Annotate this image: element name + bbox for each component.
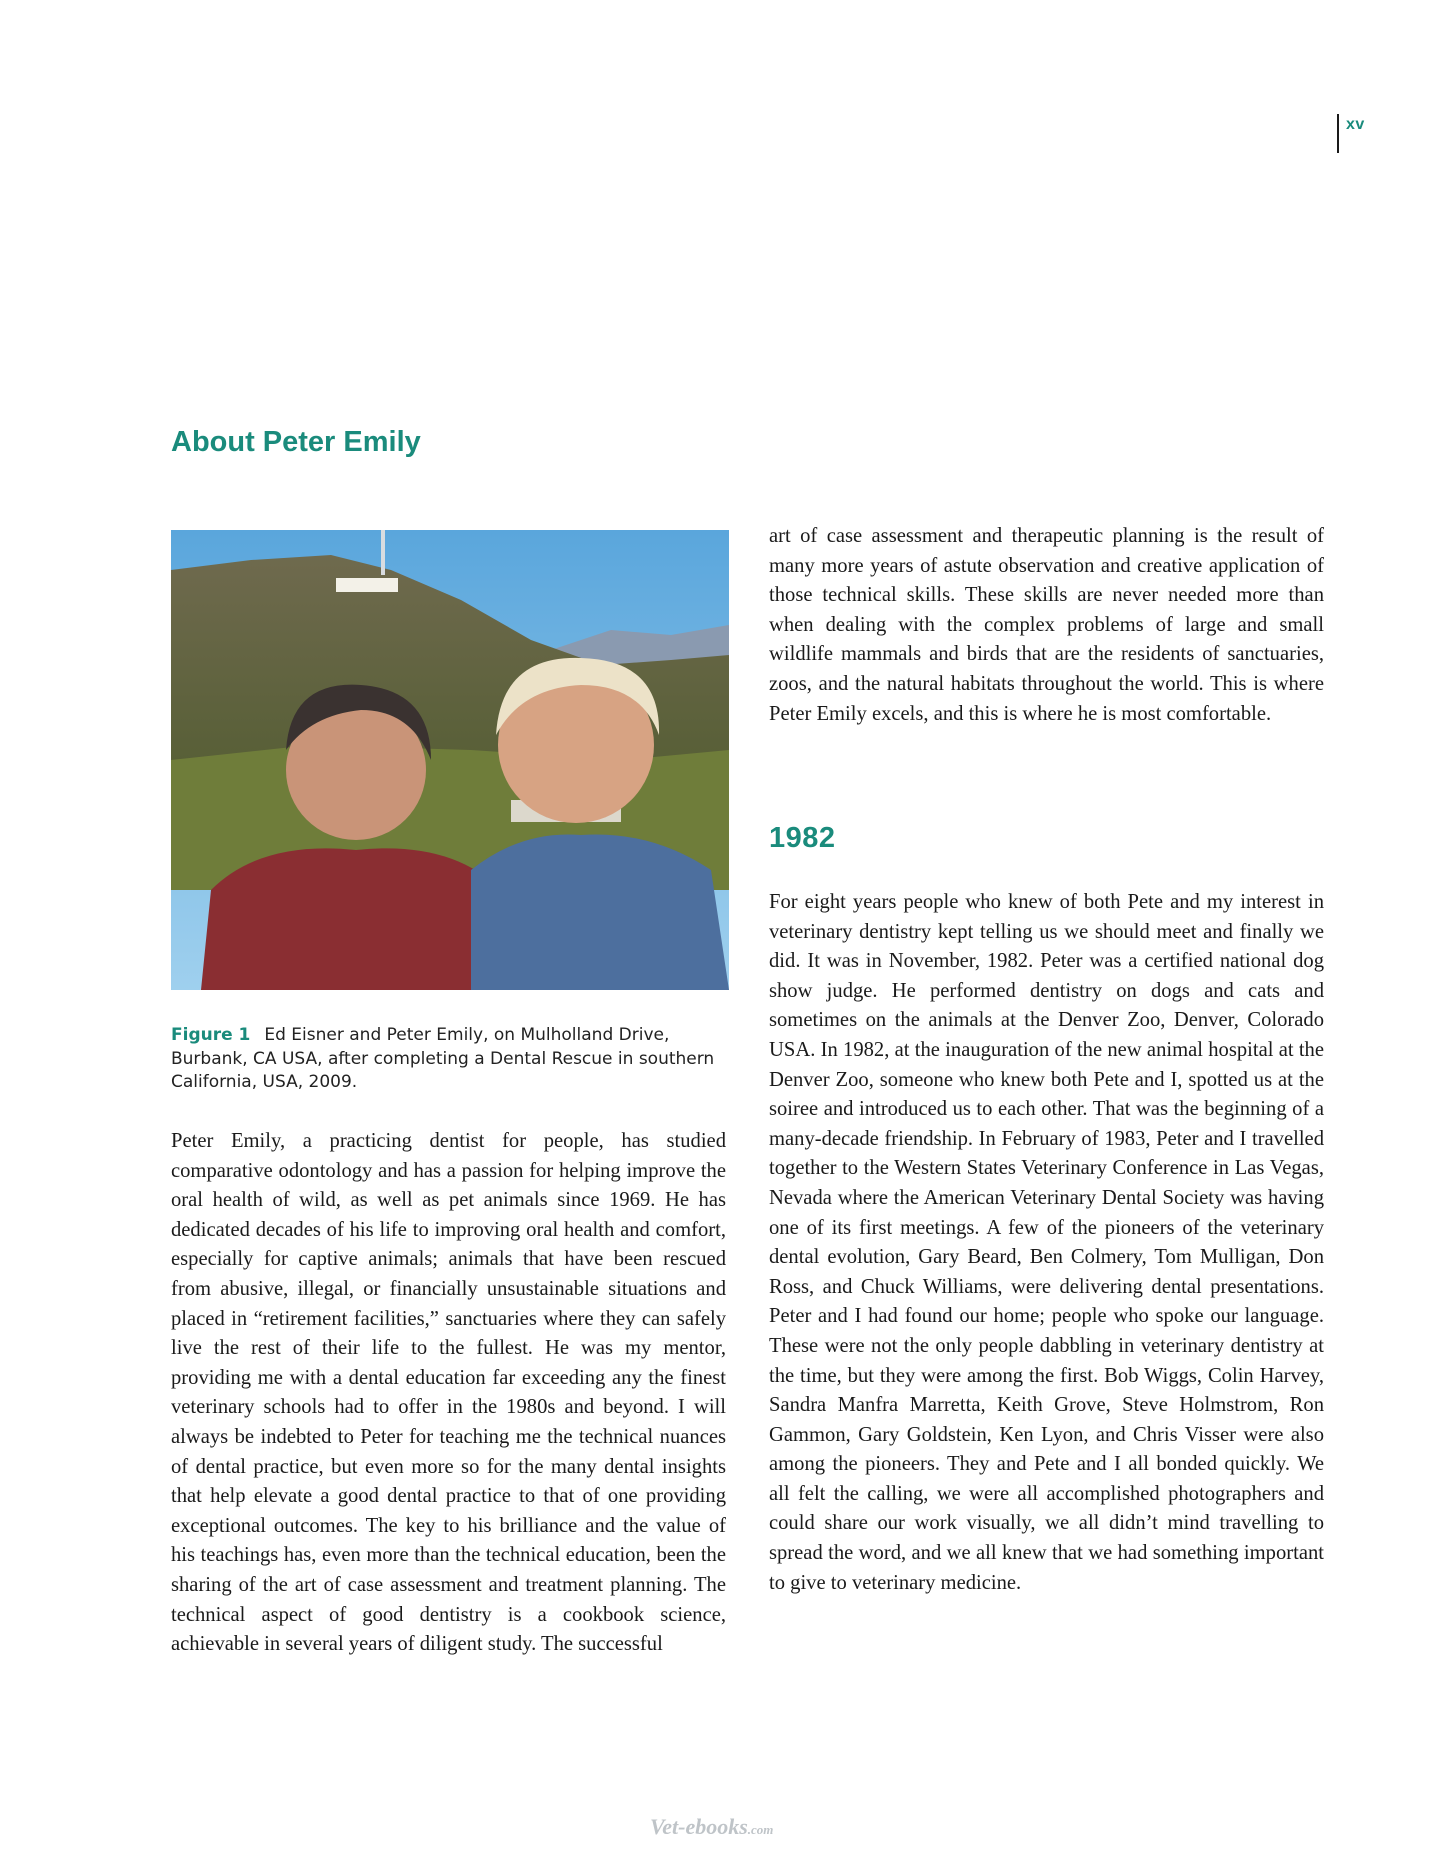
figure-photo	[171, 530, 729, 990]
page-number: xv	[1346, 116, 1365, 133]
page-number-rule	[1337, 114, 1339, 153]
watermark-logo	[650, 1814, 773, 1840]
continuation-paragraph: art of case assessment and therapeutic planning is the result of many more years of astute observation and creative application of those technical skills. These skills are never needed more than when dealing with the complex problems of large and small wildlife mammals and birds that are the residents of sanctuaries, zoos, and the natural habitats throughout the world. This is where Peter Emily excels, and this is where he is most comfortable.	[769, 525, 1324, 725]
watermark-text: Vet-ebooks	[650, 1814, 748, 1839]
intro-paragraph: Peter Emily, a practicing dentist for people, has studied comparative odontology and has a passion for helping improve the oral health of wild, as well as pet animals since 1969. He has dedicated decades of his life to improving oral health and comfort, especially for captive animals; animals that have been rescued from abusive, illegal, or financially unsustainable situations and placed in “retirement facilities,” sanctuaries where they can safely live the rest of their life to the fullest. He was my mentor, providing me with a dental education far exceeding any the finest veterinary schools had to offer in the 1980s and beyond. I will always be indebted to Peter for teaching me the technical nuances of dental practice, but even more so for the many dental insights that help elevate a good dental practice to that of one providing exceptional outcomes. The key to his brilliance and the value of his teachings has, even more than the technical education, been the sharing of the art of case assessment and treatment planning. The technical aspect of good dentistry is a cookbook science, achievable in several years of diligent study. The successful	[171, 1130, 726, 1656]
photo-antenna	[381, 530, 385, 575]
photo-person-right-body	[471, 834, 729, 990]
figure-caption	[171, 1024, 731, 1095]
section-1982-paragraph: For eight years people who knew of both Pete and my interest in veterinary dentistry kept telling us we should meet and finally we did. It was in November, 1982. Peter was a certified national dog show judge. He performed dentistry on dogs and cats and sometimes on the animals at the Denver Zoo, Denver, Colorado USA. In 1982, at the inauguration of the new animal hospital at the Denver Zoo, someone who knew both Pete and I, spotted us at the soiree and introduced us to each other. That was the beginning of a many-decade friendship. In February of 1983, Peter and I travelled together to the Western States Veterinary Conference in Las Vegas, Nevada where the American Veterinary Dental Society was having one of its first meetings. A few of the pioneers of the veterinary dental evolution, Gary Beard, Ben Colmery, Tom Mulligan, Don Ross, and Chuck Williams, were delivering dental presentations. Peter and I had found our home; people who spoke our language. These were not the only people dabbling in veterinary dentistry at the time, but they were among the first. Bob Wiggs, Colin Harvey, Sandra Manfra Marretta, Keith Grove, Steve Holmstrom, Ron Gammon, Gary Goldstein, Ken Lyon, and Chris Visser were also among the pioneers. They and Pete and I all bonded quickly. We all felt the calling, we were all accomplished photographers and could share our work visually, we all didn’t mind travelling to spread the word, and we all knew that we had something important to give to veterinary medicine.	[769, 891, 1324, 1594]
chapter-title: About Peter Emily	[171, 426, 421, 458]
watermark-suffix: .com	[747, 1822, 774, 1837]
photo-person-left-body	[201, 848, 516, 990]
section-heading-1982: 1982	[769, 822, 836, 854]
figure-caption-text: Ed Eisner and Peter Emily, on Mulholland Drive, Burbank, CA USA, after completing a Dental Rescue in southern California, USA, 2009.	[171, 1025, 715, 1092]
photo-sign	[336, 578, 398, 592]
figure-label: Figure 1	[171, 1025, 251, 1045]
